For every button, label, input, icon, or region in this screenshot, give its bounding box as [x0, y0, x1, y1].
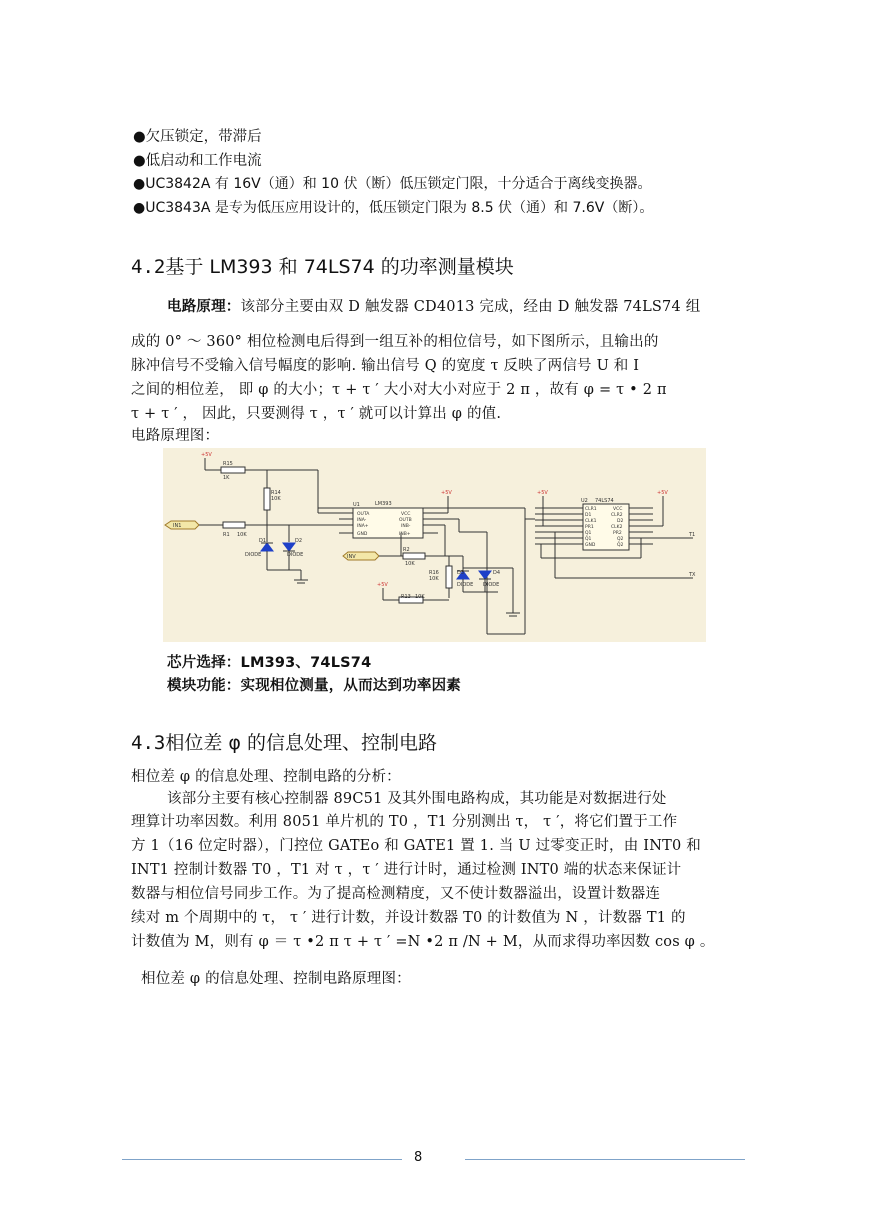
paragraph-line: 方 1（16 位定时器），门控位 GATEo 和 GATE1 置 1. 当 U 过零变正时，由 INT0 和 [131, 838, 701, 854]
vcc-label: +5V [377, 582, 388, 588]
vcc-label: +5V [537, 490, 548, 496]
chip-select-line: 芯片选择：LM393、74LS74 [167, 655, 372, 671]
paragraph-line: 成的 0° ～ 360° 相位检测电后得到一组互补的相位信号，如下图所示，且输出的 [131, 334, 659, 350]
r16-label: R16 [429, 570, 439, 576]
lm393-label: LM393 [375, 501, 392, 507]
pin-label: OUTB [399, 518, 412, 523]
pin-label: PR1 [585, 525, 594, 530]
tx-label: TX [689, 572, 696, 578]
pin-label: OUTA [357, 512, 370, 517]
pin-label: INB+ [399, 532, 411, 537]
paragraph-line: 电路原理图： [131, 428, 220, 444]
r14-label: R14 [271, 490, 281, 496]
pin-label: VCC [401, 512, 411, 517]
module-function-line: 模块功能：实现相位测量，从而达到功率因素 [167, 678, 461, 694]
principle-label: 电路原理： [167, 299, 241, 315]
schematic-drawing [163, 448, 706, 642]
r1-value: 10K [237, 532, 247, 538]
pin-label: INA- [357, 518, 367, 523]
d3-label: D3 [457, 570, 465, 576]
paragraph-line: 脉冲信号不受输入信号幅度的影响. 输出信号 Q 的宽度 τ 反映了两信号 U 和 I [131, 358, 640, 374]
footer-rule-right [465, 1159, 745, 1160]
circuit-schematic [163, 448, 706, 642]
pin-label: VCC [613, 507, 623, 512]
pin-label: CLK2 [611, 525, 623, 530]
bullet-item: ●UC3842A 有 16V（通）和 10 伏（断）低压锁定门限，十分适合于离线变换器。 [133, 176, 652, 192]
diode-label: DIODE [483, 582, 500, 588]
pin-label: CLR2 [611, 513, 623, 518]
diode-label: DIODE [245, 552, 262, 558]
pin-label: Q2 [617, 537, 624, 542]
t1-label: T1 [689, 532, 696, 538]
r16-value: 10K [429, 576, 439, 582]
section-heading-4-2: 4.2基于 LM393 和 74LS74 的功率测量模块 [131, 256, 514, 278]
pin-label: CLK1 [585, 519, 597, 524]
pin-label: Q1 [585, 531, 592, 536]
pin-label: Q̄2 [617, 543, 624, 548]
pin-label: CLR1 [585, 507, 597, 512]
pin-label: INB- [401, 524, 411, 529]
diode-label: DIODE [457, 582, 474, 588]
vcc-label: +5V [201, 452, 212, 458]
paragraph-line: 该部分主要有核心控制器 89C51 及其外围电路构成，其功能是对数据进行处 [167, 791, 667, 807]
pin-label: D2 [617, 519, 624, 524]
r14-value: 10K [271, 496, 281, 502]
d4-label: D4 [493, 570, 501, 576]
u2-label: U2 [581, 498, 588, 504]
pin-label: INA+ [357, 524, 369, 529]
paragraph-line: 续对 m 个周期中的 τ， τ ′ 进行计数，并设计数器 T0 的计数值为 N ，计数器 T1 的 [131, 910, 686, 926]
paragraph-line: INT1 控制计数器 T0 ，T1 对 τ ，τ ′ 进行计时，通过检测 INT0 端的状态来保证计 [131, 862, 682, 878]
paragraph-line: 相位差 φ 的信息处理、控制电路的分析： [131, 769, 401, 785]
r15-label: R15 [223, 461, 233, 467]
paragraph-line: 电路原理：该部分主要由双 D 触发器 CD4013 完成，经由 D 触发器 74LS74 组 [167, 299, 701, 315]
r2-value: 10K [405, 561, 415, 567]
pin-label: GND [357, 532, 368, 537]
pin-label: D1 [585, 513, 592, 518]
d1-label: D1 [259, 538, 267, 544]
pin-label: GND [585, 543, 596, 548]
in1-label: IN1 [173, 523, 182, 529]
paragraph-line: 计数值为 M，则有 φ ＝ τ •2 π τ + τ ′ =N •2 π /N + M，从而求得功率因数 cos φ 。 [131, 934, 715, 950]
r15-value: 1K [223, 475, 230, 481]
vcc-label: +5V [657, 490, 668, 496]
u1-label: U1 [353, 502, 360, 508]
paragraph-line: 理算计功率因数。利用 8051 单片机的 T0 ，T1 分别测出 τ， τ ′，将它们置于工作 [131, 814, 678, 830]
paragraph-line: τ + τ ′ ， 因此，只要测得 τ ，τ ′ 就可以计算出 φ 的值. [131, 406, 502, 422]
pin-label: PR2 [613, 531, 622, 536]
vcc-label: +5V [441, 490, 452, 496]
r2-label: R2 [403, 547, 410, 553]
ls74-label: 74LS74 [595, 498, 614, 504]
r1-label: R1 [223, 532, 230, 538]
section-heading-4-3: 4.3相位差 φ 的信息处理、控制电路 [131, 732, 437, 754]
r13-label: R13 [401, 594, 411, 600]
footer-rule-left [122, 1159, 402, 1160]
bullet-item: ●UC3843A 是专为低压应用设计的，低压锁定门限为 8.5 伏（通）和 7.6V（断）。 [133, 200, 654, 216]
r13-value: 10K [415, 594, 425, 600]
pin-label: Q̄1 [585, 537, 592, 542]
d2-label: D2 [295, 538, 303, 544]
paragraph-line: 数器与相位信号同步工作。为了提高检测精度，又不使计数器溢出，设置计数器连 [131, 886, 661, 902]
paragraph-line: 之间的相位差， 即 φ 的大小；τ + τ ′ 大小对大小对应于 2 π ，故有 φ = τ • 2 π [131, 382, 667, 398]
diode-label: DIODE [287, 552, 304, 558]
page-number: 8 [414, 1150, 423, 1165]
bullet-item: ●低启动和工作电流 [133, 153, 262, 169]
diagram-caption: 相位差 φ 的信息处理、控制电路原理图： [141, 971, 411, 987]
inv-label: INV [347, 554, 356, 560]
bullet-item: ●欠压锁定，带滞后 [133, 129, 262, 145]
